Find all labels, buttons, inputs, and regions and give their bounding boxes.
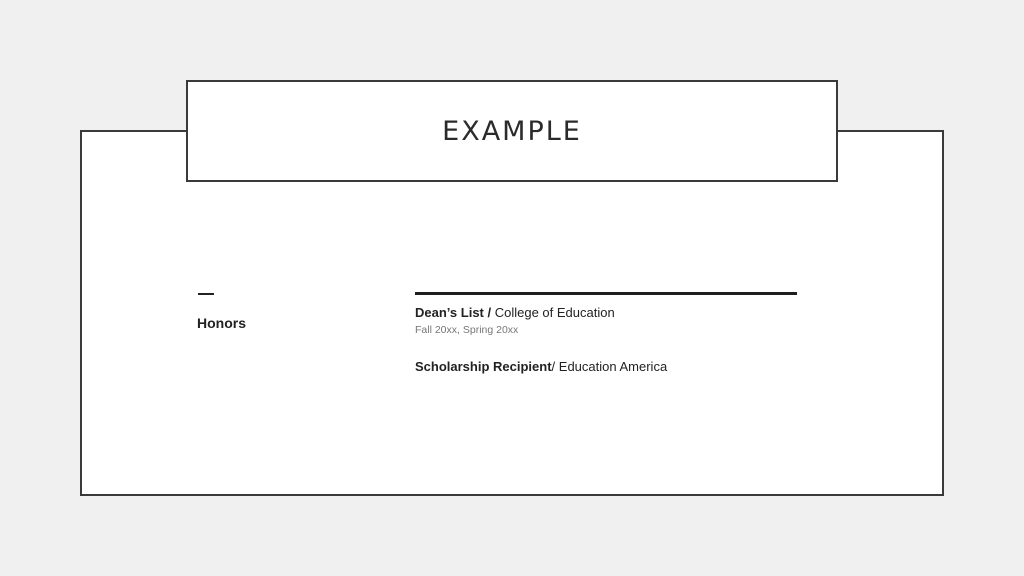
title-box (186, 80, 838, 182)
honor-organization: College of Education (494, 305, 615, 320)
honor-name: Scholarship Recipient (415, 359, 552, 374)
honor-separator: / (483, 305, 495, 320)
section-dash-divider (198, 293, 214, 295)
honor-entry-scholarship (415, 359, 667, 374)
section-heading-honors: Honors (197, 315, 246, 331)
page-title: EXAMPLE (442, 115, 582, 147)
content-divider-rule (415, 292, 797, 295)
honor-organization: Education America (558, 359, 668, 374)
honor-dates: Fall 20xx, Spring 20xx (415, 324, 519, 336)
honor-separator: / (551, 359, 559, 374)
honor-name: Dean’s List (415, 305, 484, 320)
honor-entry-deans-list (415, 305, 615, 320)
